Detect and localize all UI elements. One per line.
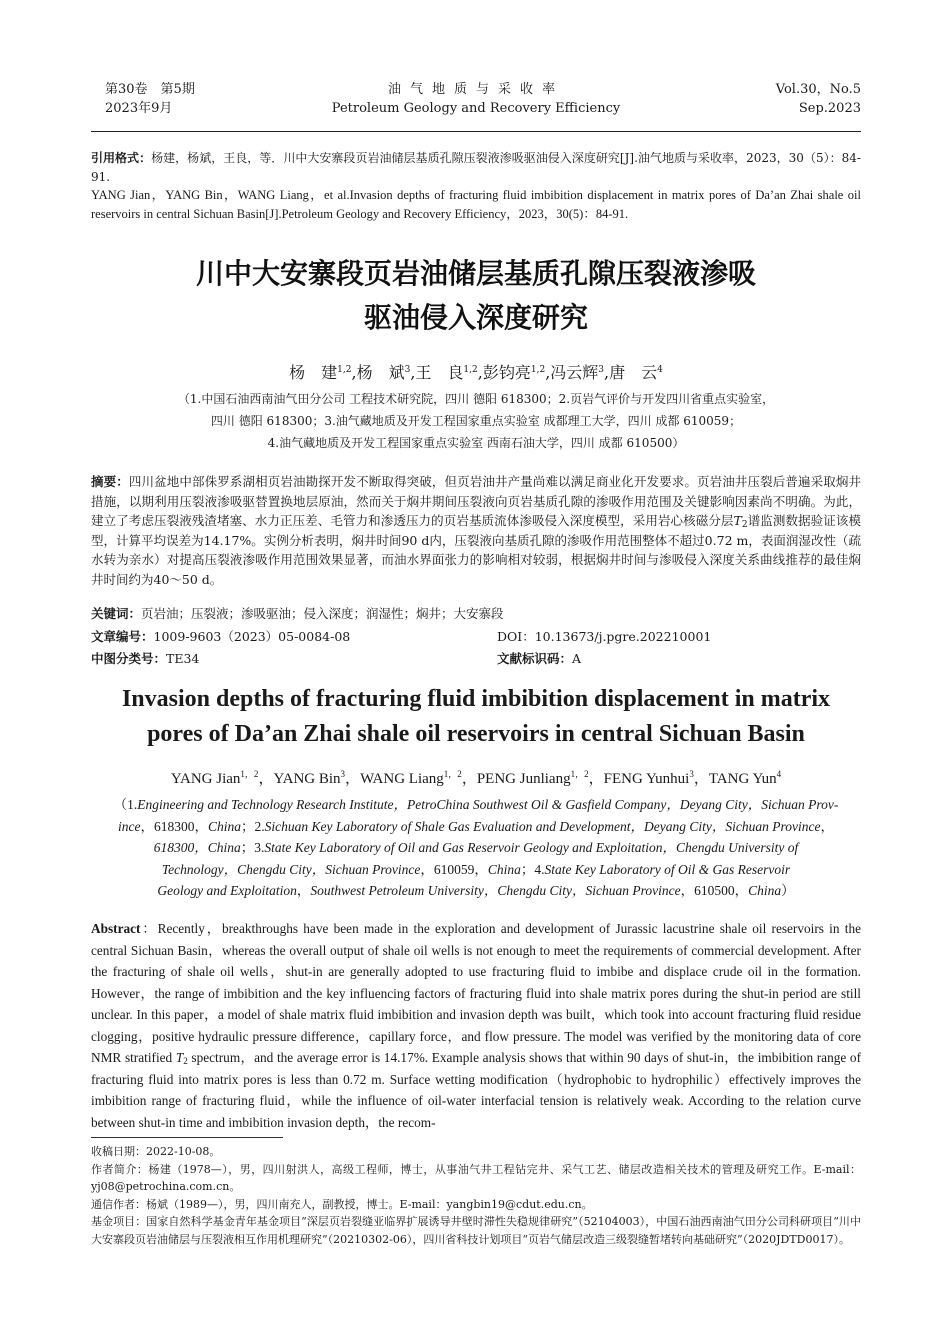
footnote-rule — [91, 1137, 283, 1138]
author-en: PENG Junliang$^{1,2}$， — [476, 769, 604, 787]
author-cn: 彭钧亮$^{1,2}$, — [482, 363, 551, 382]
author-cn: 杨 斌$^3$, — [356, 363, 416, 382]
journal-name-en: Petroleum Geology and Recovery Efficiency — [331, 101, 621, 116]
affiliations-cn — [91, 388, 861, 454]
abstract-en: Abstract：Recently，breakthroughs have been made in the exploration and development of Jurassic lacustrine shale oil reservoirs in the central Sichuan Basin，whereas the overall output of shale oil wells is not enough to meet the requirements of commercial development. After the fracturing of shale oil wells，shut-in are generally adopted to use fracturing fluid to imbibe and displace crude oil in the formation. However，the range of imbibition and the key influencing factors of fracturing fluid into shale matrix pores during the shut-in period are still unclear. In this paper，a model of shale matrix fluid imbibition and invasion depth was built，which took into account fracturing fluid residue clogging，positive hydraulic pressure difference，capillary force，and flow pressure. The model was verified by the monitoring data of core NMR stratified $T_2$ spectrum，and the average error is 14.17%. Example analysis shows that within 90 days of shut-in，the imbibition range of fracturing fluid into matrix pores is less than 0.72 m. Surface wetting modification（hydrophobic to hydrophilic）effectively improves the imbibition range of fracturing fluid，while the influence of oil-water interfacial tension is relatively weak. According to the relation curve between shut-in time and imbibition invasion depth，the recom- — [91, 921, 862, 1130]
footnote-received: 收稿日期：2022-10-08。 — [91, 1145, 221, 1158]
title-en-line1: Invasion depths of fracturing fluid imbibition displacement in matrix — [121, 686, 831, 712]
issue-date-en: Sep.2023 — [798, 101, 861, 116]
footnotes — [91, 1143, 861, 1248]
title-en — [91, 682, 861, 752]
authors-cn — [91, 362, 861, 384]
author-en: YANG Jian$^{1,2}$， — [170, 769, 274, 787]
abstract-cn-text: 四川盆地中部侏罗系湖相页岩油勘探开发不断取得突破，但页岩油井产量尚难以满足商业化开发要求。页岩油井压裂后普遍采取焖井措施，以期利用压裂液渗吸驱替置换地层原油，然而关于焖井期间压裂液向页岩基质孔隙的渗吸作用范围及关键影响因素尚不明确。为此，建立了考虑压裂液残渣堵塞、水力正压差、毛管力和渗透压力的页岩基质流体渗吸侵入深度模型，采用岩心核磁分层 — [91, 474, 861, 528]
abstract-en-text-2: spectrum，and the average error is 14.17%. Example analysis shows that within 90 days of shut-in，the imbibition range of fracturing fluid into matrix pores is less than 0.72 m. Surface wetting modification（hydrophobic to hydrophilic）effectively improves the imbibition range of fracturing fluid，while the influence of oil-water interfacial tension is relatively weak. According to the relation curve between shut-in time and imbibition invasion depth，the recom- — [91, 1050, 861, 1130]
title-cn-line1: 川中大安寨段页岩油储层基质孔隙压裂液渗吸 — [195, 257, 756, 290]
abstract-en-label: Abstract — [91, 921, 141, 936]
affiliation-en-line: ince，618300，China；2.Sichuan Key Laboratory of Shale Gas Evaluation and Development，Deyang City，Sichuan Province， — [117, 818, 835, 834]
abstract-cn: 摘要：四川盆地中部侏罗系湖相页岩油勘探开发不断取得突破，但页岩油井产量尚难以满足商业化开发要求。页岩油井压裂后普遍采取焖井措施，以期利用压裂液渗吸驱替置换地层原油，然而关于焖井期间压裂液向页岩基质孔隙的渗吸作用范围及关键影响因素尚不明确。为此，建立了考虑压裂液残渣堵塞、水力正压差、毛管力和渗透压力的页岩基质流体渗吸侵入深度模型，采用岩心核磁分层$T_2$谱监测数据验证该模型，计算平均误差为14.17%。实例分析表明，焖井时间90 d内，压裂液向基质孔隙的渗吸作用范围整体不超过0.72 m，表面润湿改性（疏水转为亲水）对提高压裂液渗吸作用范围效果显著，而油水界面张力的影响相对较弱，根据焖井时间与渗吸侵入深度关系曲线推荐的最佳焖井时间约为40～50 d。 — [91, 474, 861, 587]
header-rule — [91, 131, 861, 132]
clc-label: 中图分类号： — [91, 651, 167, 666]
author-cn: 唐 云$^4$ — [609, 363, 663, 382]
citation-cn: 杨建，杨斌，王良，等．川中大安寨段页岩油储层基质孔隙压裂液渗吸驱油侵入深度研究[J].油气地质与采收率，2023，30（5）：84-91. — [91, 151, 861, 184]
author-cn: 王 良$^{1,2}$, — [415, 363, 483, 382]
citation-block — [91, 149, 861, 223]
footnote-author-bio: 作者简介：杨建（1978—），男，四川射洪人，高级工程师，博士，从事油气井工程钻完井、采气工艺、储层改造相关技术的管理及研究工作。E-mail：yj08@petrochina.com.cn。 — [91, 1162, 861, 1193]
affiliation-cn-line: 四川 德阳 618300；3.油气藏地质及开发工程国家重点实验室 成都理工大学，四川 成都 610059； — [210, 414, 742, 428]
author-cn: 冯云辉$^3$, — [550, 363, 610, 382]
affiliations-en — [91, 794, 861, 902]
running-header — [91, 80, 861, 124]
author-en: WANG Liang$^{1,2}$， — [360, 769, 477, 787]
affiliation-en-line: 618300，China；3.State Key Laboratory of Oil and Gas Reservoir Geology and Exploitation，Chengdu University of — [153, 840, 799, 855]
article-number-row — [91, 627, 861, 647]
t2-symbol-en: T — [175, 1050, 184, 1065]
citation-en: YANG Jian，YANG Bin，WANG Liang，et al.Invasion depths of fracturing fluid imbibition displacement in matrix pores of Da’an Zhai shale oil reservoirs in central Sichuan Basin[J].Petroleum Geology and Recovery Efficiency，2023，30(5)：84-91. — [91, 188, 861, 221]
affiliation-cn-line: （1.中国石油西南油气田分公司 工程技术研究院，四川 德阳 618300；2.页岩气评价与开发四川省重点实验室， — [177, 392, 775, 406]
author-en: FENG Yunhui$^3$， — [603, 769, 709, 787]
footnote-funding: 基金项目：国家自然科学基金青年基金项目“深层页岩裂缝亚临界扩展诱导井壁时滞性失稳规律研究”（52104003），中国石油西南油气田分公司科研项目“川中大安寨段页岩油储层与压裂液相互作用机理研究”（20210302-06），四川省科技计划项目“页岩气储层改造三级裂缝暂堵转向基础研究”（2020JDTD0017）。 — [91, 1215, 861, 1246]
affiliation-cn-line: 4.油气藏地质及开发工程国家重点实验室 西南石油大学，四川 成都 610500） — [267, 436, 685, 450]
authors-en — [91, 769, 861, 789]
affiliation-en-line: Geology and Exploitation，Southwest Petroleum University，Chengdu City，Sichuan Province，610500，China） — [157, 883, 795, 898]
affiliation-en-line: （1.Engineering and Technology Research Institute，PetroChina Southwest Oil & Gasfield Company，Deyang City，Sichuan Prov- — [113, 797, 839, 812]
doi: DOI：10.13673/j.pgre.202210001 — [497, 629, 712, 644]
header-center — [91, 80, 861, 118]
document-code: 文献标识码：A — [497, 651, 582, 666]
article-number: 1009-9603（2023）05-0084-08 — [153, 629, 351, 644]
keywords-cn — [91, 604, 861, 624]
volume-issue-cn: 第30卷 第5期 — [105, 82, 195, 97]
title-cn-line2: 驱油侵入深度研究 — [363, 301, 588, 334]
title-cn — [91, 252, 861, 340]
abstract-cn-label: 摘要： — [91, 474, 129, 489]
header-right — [776, 80, 861, 118]
author-cn: 杨 建$^{1,2}$, — [289, 363, 357, 382]
clc-code: TE34 — [166, 651, 200, 666]
issue-date-cn: 2023年9月 — [105, 101, 173, 116]
abstract-cn-text-2: 谱监测数据验证该模型，计算平均误差为14.17%。实例分析表明，焖井时间90 d内，压裂液向基质孔隙的渗吸作用范围整体不超过0.72 m，表面润湿改性（疏水转为亲水）对提高压裂液渗吸作用范围效果显著，而油水界面张力的影响相对较弱，根据焖井时间与渗吸侵入深度关系曲线推荐的最佳焖井时间约为40～50 d。 — [91, 513, 861, 587]
citation-label: 引用格式： — [91, 151, 152, 165]
author-en: YANG Bin$^3$， — [273, 769, 361, 787]
keywords-label: 关键词： — [91, 606, 142, 621]
volume-issue-en: Vol.30，No.5 — [775, 82, 861, 97]
t2-symbol: T — [733, 513, 742, 528]
affiliation-en-line: Technology，Chengdu City，Sichuan Province，610059，China；4.State Key Laboratory of Oil & Gas Reservoir — [161, 861, 791, 877]
keywords-text: 页岩油；压裂液；渗吸驱油；侵入深度；润湿性；焖井；大安寨段 — [141, 606, 504, 621]
abstract-en-text: Recently，breakthroughs have been made in the exploration and development of Jurassic lacustrine shale oil reservoirs in the central Sichuan Basin，whereas the overall output of shale oil wells is not enough to meet the requirements of commercial development. After the fracturing of shale oil wells，shut-in are generally adopted to use fracturing fluid to imbibe and displace crude oil in the formation. However，the range of imbibition and the key influencing factors of fracturing fluid into shale matrix pores during the shut-in period are still unclear. In this paper，a model of shale matrix fluid imbibition and invasion depth was built，which took into account fracturing fluid residue clogging，positive hydraulic pressure difference，capillary force，and flow pressure. The model was verified by the monitoring data of core NMR stratified — [91, 921, 862, 1065]
article-number-label: 文章编号： — [91, 629, 154, 644]
author-en: TANG Yun$^4$ — [708, 769, 782, 787]
title-en-line2: pores of Da’an Zhai shale oil reservoirs in central Sichuan Basin — [147, 721, 805, 747]
journal-name-cn: 油气地质与采收率 — [387, 82, 564, 97]
classification-row — [91, 649, 861, 669]
footnote-corresponding: 通信作者：杨斌（1989—），男，四川南充人，副教授，博士。E-mail：yangbin19@cdut.edu.cn。 — [91, 1197, 593, 1211]
